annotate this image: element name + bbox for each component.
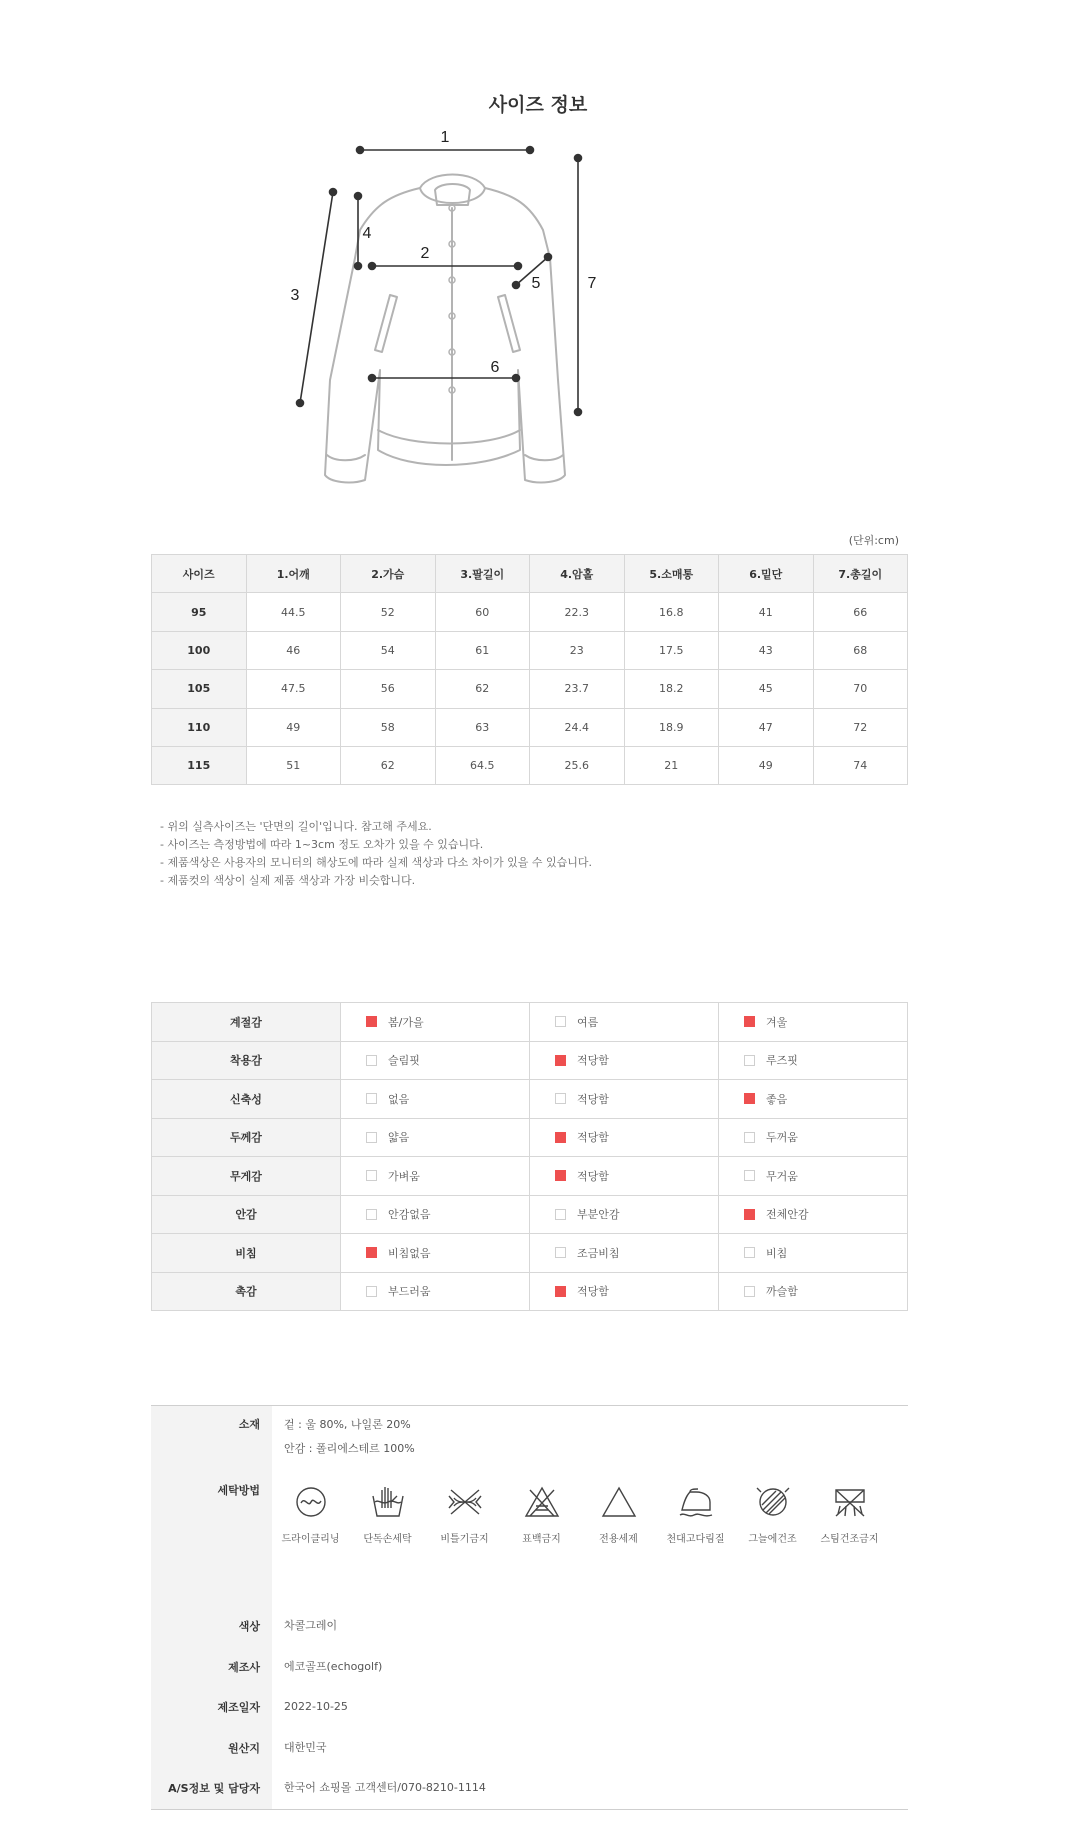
table-cell: 22.3 bbox=[530, 593, 625, 631]
feel-option-label: 까슬함 bbox=[766, 1285, 798, 1299]
diagram-label-7: 7 bbox=[587, 275, 597, 292]
size-cell: 115 bbox=[152, 746, 247, 784]
size-table-header: 3.팔길이 bbox=[435, 555, 530, 593]
info-value: 에코골프(echogolf) bbox=[284, 1659, 383, 1673]
shade-dry-icon bbox=[753, 1482, 793, 1522]
checked-box-icon bbox=[555, 1132, 566, 1143]
feel-option-label: 조금비침 bbox=[577, 1246, 620, 1260]
table-row bbox=[152, 708, 908, 746]
table-cell: 23.7 bbox=[530, 670, 625, 708]
feel-option bbox=[341, 1041, 530, 1080]
table-cell: 58 bbox=[341, 708, 436, 746]
unchecked-box-icon bbox=[366, 1170, 377, 1181]
feel-row bbox=[152, 1234, 908, 1273]
wash-label: 세탁방법 bbox=[217, 1484, 260, 1497]
table-row bbox=[152, 593, 908, 631]
feel-option-label: 얇음 bbox=[388, 1131, 410, 1145]
feel-option-label: 여름 bbox=[577, 1015, 599, 1029]
material-row bbox=[151, 1406, 908, 1476]
size-cell: 110 bbox=[152, 708, 247, 746]
unchecked-box-icon bbox=[366, 1093, 377, 1104]
feel-option bbox=[341, 1195, 530, 1234]
unchecked-box-icon bbox=[555, 1016, 566, 1027]
feel-option-label: 적당함 bbox=[577, 1169, 609, 1183]
size-table-header-row bbox=[152, 555, 908, 593]
neutral-detergent-icon bbox=[599, 1482, 639, 1522]
table-cell: 17.5 bbox=[624, 631, 719, 669]
table-cell: 68 bbox=[813, 631, 908, 669]
feel-option bbox=[719, 1272, 908, 1311]
feel-row-label: 비침 bbox=[152, 1234, 341, 1273]
feel-option bbox=[719, 1157, 908, 1196]
feel-row-label: 계절감 bbox=[152, 1003, 341, 1042]
unchecked-box-icon bbox=[555, 1209, 566, 1220]
unchecked-box-icon bbox=[366, 1055, 377, 1066]
unchecked-box-icon bbox=[744, 1247, 755, 1258]
feel-option-label: 봄/가을 bbox=[388, 1015, 424, 1029]
size-cell: 105 bbox=[152, 670, 247, 708]
material-outer: 겉 : 울 80%, 나일론 20% bbox=[284, 1418, 411, 1431]
wash-item bbox=[349, 1482, 426, 1545]
note-item: - 제품컷의 색상이 실제 제품 색상과 가장 비슷합니다. bbox=[160, 874, 416, 887]
feel-option bbox=[530, 1041, 719, 1080]
feel-row bbox=[152, 1272, 908, 1311]
feel-option-label: 부드러움 bbox=[388, 1285, 431, 1299]
product-info bbox=[151, 1405, 908, 1810]
table-cell: 49 bbox=[246, 708, 341, 746]
table-cell: 18.9 bbox=[624, 708, 719, 746]
table-cell: 62 bbox=[435, 670, 530, 708]
feel-option bbox=[341, 1157, 530, 1196]
table-cell: 74 bbox=[813, 746, 908, 784]
feel-row-label: 착용감 bbox=[152, 1041, 341, 1080]
table-cell: 21 bbox=[624, 746, 719, 784]
feel-row bbox=[152, 1041, 908, 1080]
feel-option-label: 비침 bbox=[766, 1246, 788, 1260]
feel-option-label: 겨울 bbox=[766, 1015, 788, 1029]
feel-option-label: 슬림핏 bbox=[388, 1054, 420, 1068]
wash-item-label: 드라이클리닝 bbox=[281, 1534, 340, 1545]
table-cell: 16.8 bbox=[624, 593, 719, 631]
size-table-header: 사이즈 bbox=[152, 555, 247, 593]
diagram-label-4: 4 bbox=[362, 225, 372, 242]
unchecked-box-icon bbox=[555, 1093, 566, 1104]
wash-item bbox=[580, 1482, 657, 1545]
table-cell: 54 bbox=[341, 631, 436, 669]
info-value: 차콜그레이 bbox=[284, 1619, 338, 1633]
info-label: 원산지 bbox=[228, 1741, 260, 1755]
table-cell: 62 bbox=[341, 746, 436, 784]
size-table-header: 7.총길이 bbox=[813, 555, 908, 593]
as-contact-row bbox=[151, 1768, 908, 1809]
wash-item-label: 천대고다림질 bbox=[666, 1534, 725, 1545]
feel-option bbox=[719, 1118, 908, 1157]
wash-item bbox=[734, 1482, 811, 1545]
feel-option bbox=[341, 1118, 530, 1157]
feel-option-label: 전체안감 bbox=[766, 1208, 809, 1222]
wash-icons bbox=[272, 1482, 888, 1545]
feel-option-label: 가벼움 bbox=[388, 1169, 420, 1183]
feel-option-label: 루즈핏 bbox=[766, 1054, 798, 1068]
dry-clean-icon bbox=[291, 1482, 331, 1522]
feel-row bbox=[152, 1157, 908, 1196]
wash-item bbox=[657, 1482, 734, 1545]
wash-item-label: 그늘에건조 bbox=[748, 1534, 797, 1545]
feel-option bbox=[530, 1003, 719, 1042]
wash-item-label: 단독손세탁 bbox=[363, 1534, 412, 1545]
left-pocket bbox=[375, 295, 397, 352]
unit-label: (단위:cm) bbox=[848, 534, 899, 547]
table-cell: 23 bbox=[530, 631, 625, 669]
note-item: - 위의 실측사이즈는 '단면의 길이'입니다. 참고해 주세요. bbox=[160, 820, 432, 833]
table-cell: 47 bbox=[719, 708, 814, 746]
table-cell: 46 bbox=[246, 631, 341, 669]
feel-option-label: 적당함 bbox=[577, 1131, 609, 1145]
size-table-header: 6.밑단 bbox=[719, 555, 814, 593]
feel-option bbox=[341, 1003, 530, 1042]
feel-row-label: 안감 bbox=[152, 1195, 341, 1234]
wash-row bbox=[151, 1476, 908, 1606]
wash-item bbox=[811, 1482, 888, 1545]
wash-item bbox=[426, 1482, 503, 1545]
feel-row-label: 무게감 bbox=[152, 1157, 341, 1196]
feel-option bbox=[719, 1195, 908, 1234]
jacket-body-outline bbox=[325, 188, 565, 482]
feel-option bbox=[530, 1118, 719, 1157]
unchecked-box-icon bbox=[744, 1286, 755, 1297]
product-feel-table bbox=[151, 1002, 908, 1311]
unchecked-box-icon bbox=[555, 1247, 566, 1258]
size-table-header: 5.소매통 bbox=[624, 555, 719, 593]
feel-option bbox=[719, 1234, 908, 1273]
table-cell: 25.6 bbox=[530, 746, 625, 784]
feel-option-label: 무거움 bbox=[766, 1169, 798, 1183]
size-notes bbox=[160, 818, 592, 890]
feel-row-label: 신축성 bbox=[152, 1080, 341, 1119]
no-steam-dry-icon bbox=[830, 1482, 870, 1522]
feel-option-label: 안감없음 bbox=[388, 1208, 431, 1222]
checked-box-icon bbox=[555, 1055, 566, 1066]
feel-option-label: 적당함 bbox=[577, 1054, 609, 1068]
table-cell: 70 bbox=[813, 670, 908, 708]
feel-row-label: 두께감 bbox=[152, 1118, 341, 1157]
checked-box-icon bbox=[744, 1016, 755, 1027]
checked-box-icon bbox=[555, 1170, 566, 1181]
feel-row bbox=[152, 1003, 908, 1042]
table-cell: 41 bbox=[719, 593, 814, 631]
hand-wash-icon bbox=[368, 1482, 408, 1522]
iron-cloth-icon bbox=[676, 1482, 716, 1522]
feel-option bbox=[530, 1157, 719, 1196]
material-label: 소재 bbox=[238, 1418, 260, 1431]
table-cell: 64.5 bbox=[435, 746, 530, 784]
feel-option-label: 좋음 bbox=[766, 1092, 788, 1106]
feel-option bbox=[530, 1234, 719, 1273]
note-item: - 제품색상은 사용자의 모니터의 해상도에 따라 실제 색상과 다소 차이가 있을 수 있습니다. bbox=[160, 856, 592, 869]
no-bleach-icon bbox=[522, 1482, 562, 1522]
material-lining: 안감 : 폴리에스테르 100% bbox=[284, 1442, 415, 1455]
size-table-header: 4.암홀 bbox=[530, 555, 625, 593]
color-row bbox=[151, 1606, 908, 1647]
info-label: A/S정보 및 담당자 bbox=[168, 1782, 260, 1796]
checked-box-icon bbox=[555, 1286, 566, 1297]
feel-option bbox=[530, 1195, 719, 1234]
diagram-label-2: 2 bbox=[420, 245, 430, 262]
wash-item-label: 스팀건조금지 bbox=[820, 1534, 879, 1545]
size-table-header: 1.어깨 bbox=[246, 555, 341, 593]
info-value: 한국어 쇼핑몰 고객센터/070-8210-1114 bbox=[284, 1781, 486, 1795]
unchecked-box-icon bbox=[366, 1132, 377, 1143]
table-cell: 49 bbox=[719, 746, 814, 784]
table-cell: 18.2 bbox=[624, 670, 719, 708]
table-row bbox=[152, 670, 908, 708]
checked-box-icon bbox=[366, 1016, 377, 1027]
table-cell: 47.5 bbox=[246, 670, 341, 708]
feel-option bbox=[719, 1080, 908, 1119]
table-cell: 66 bbox=[813, 593, 908, 631]
diagram-label-5: 5 bbox=[531, 275, 541, 292]
unchecked-box-icon bbox=[366, 1209, 377, 1220]
info-label: 제조사 bbox=[228, 1660, 260, 1674]
jacket-collar bbox=[420, 175, 485, 204]
unchecked-box-icon bbox=[744, 1132, 755, 1143]
feel-row bbox=[152, 1118, 908, 1157]
no-wring-icon bbox=[445, 1482, 485, 1522]
manufacture-date-row bbox=[151, 1687, 908, 1728]
table-row bbox=[152, 746, 908, 784]
feel-option bbox=[530, 1272, 719, 1311]
feel-option bbox=[341, 1080, 530, 1119]
wash-item bbox=[272, 1482, 349, 1545]
unchecked-box-icon bbox=[366, 1286, 377, 1297]
origin-row bbox=[151, 1728, 908, 1769]
wash-item-label: 비틀기금지 bbox=[440, 1534, 489, 1545]
note-item: - 사이즈는 측정방법에 따라 1~3cm 정도 오차가 있을 수 있습니다. bbox=[160, 838, 484, 851]
diagram-label-3: 3 bbox=[290, 287, 300, 304]
table-cell: 44.5 bbox=[246, 593, 341, 631]
diagram-label-1: 1 bbox=[440, 129, 450, 146]
wash-item-label: 전용세제 bbox=[599, 1534, 638, 1545]
checked-box-icon bbox=[744, 1093, 755, 1104]
info-label: 제조일자 bbox=[217, 1701, 260, 1715]
feel-row bbox=[152, 1195, 908, 1234]
table-cell: 61 bbox=[435, 631, 530, 669]
checked-box-icon bbox=[744, 1209, 755, 1220]
feel-option-label: 두꺼움 bbox=[766, 1131, 798, 1145]
feel-option bbox=[341, 1234, 530, 1273]
page-title: 사이즈 정보 bbox=[488, 94, 588, 116]
feel-option-label: 없음 bbox=[388, 1092, 410, 1106]
table-cell: 24.4 bbox=[530, 708, 625, 746]
table-row bbox=[152, 631, 908, 669]
feel-row bbox=[152, 1080, 908, 1119]
feel-option-label: 부분안감 bbox=[577, 1208, 620, 1222]
right-pocket bbox=[498, 295, 520, 352]
size-table-header: 2.가슴 bbox=[341, 555, 436, 593]
feel-option bbox=[719, 1003, 908, 1042]
info-value: 2022-10-25 bbox=[284, 1700, 348, 1714]
size-cell: 100 bbox=[152, 631, 247, 669]
manufacturer-row bbox=[151, 1647, 908, 1688]
size-table bbox=[151, 554, 908, 785]
feel-option bbox=[719, 1041, 908, 1080]
table-cell: 60 bbox=[435, 593, 530, 631]
table-cell: 52 bbox=[341, 593, 436, 631]
feel-row-label: 촉감 bbox=[152, 1272, 341, 1311]
wash-item-label: 표백금지 bbox=[522, 1534, 561, 1545]
size-cell: 95 bbox=[152, 593, 247, 631]
table-cell: 72 bbox=[813, 708, 908, 746]
wash-item bbox=[503, 1482, 580, 1545]
unchecked-box-icon bbox=[744, 1170, 755, 1181]
table-cell: 51 bbox=[246, 746, 341, 784]
info-value: 대한민국 bbox=[284, 1740, 327, 1754]
table-cell: 56 bbox=[341, 670, 436, 708]
unchecked-box-icon bbox=[744, 1055, 755, 1066]
feel-option-label: 비침없음 bbox=[388, 1246, 431, 1260]
feel-option-label: 적당함 bbox=[577, 1092, 609, 1106]
checked-box-icon bbox=[366, 1247, 377, 1258]
info-label: 색상 bbox=[238, 1620, 260, 1634]
jacket-measurement-diagram bbox=[290, 129, 730, 500]
feel-option-label: 적당함 bbox=[577, 1285, 609, 1299]
table-cell: 45 bbox=[719, 670, 814, 708]
diagram-label-6: 6 bbox=[490, 359, 500, 376]
feel-option bbox=[530, 1080, 719, 1119]
feel-option bbox=[341, 1272, 530, 1311]
table-cell: 43 bbox=[719, 631, 814, 669]
table-cell: 63 bbox=[435, 708, 530, 746]
